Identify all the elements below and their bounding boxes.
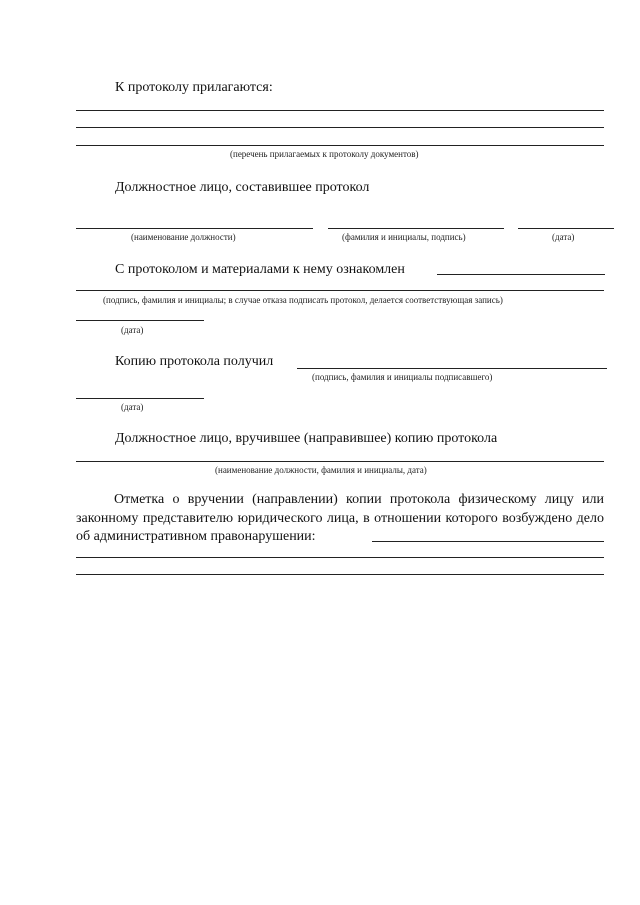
delivery-note-line-2[interactable] xyxy=(76,574,604,575)
copy-delivered-line[interactable] xyxy=(76,461,604,462)
copy-received-date-caption: (дата) xyxy=(121,402,144,412)
copy-received-date-line[interactable] xyxy=(76,398,204,399)
official-name-line[interactable] xyxy=(328,228,504,229)
copy-received-fill-line[interactable] xyxy=(297,368,607,369)
delivery-note-text: Отметка о вручении (направлении) копии протокола физическому лицу или законному представителю юридического лица, в отношении которого возбуждено дело об административном правонарушении: xyxy=(76,492,604,544)
official-date-line[interactable] xyxy=(518,228,614,229)
copy-received-text: Копию протокола получил xyxy=(115,354,274,369)
copy-delivered-heading: Должностное лицо, вручившее (направившее) копию протокола xyxy=(115,431,498,446)
delivery-note-fill-line[interactable] xyxy=(372,541,604,542)
official-position-line[interactable] xyxy=(76,228,313,229)
official-date-caption: (дата) xyxy=(552,232,575,242)
attachments-line-1[interactable] xyxy=(76,110,604,111)
attachments-line-2[interactable] xyxy=(76,127,604,128)
acquainted-fill-line[interactable] xyxy=(437,274,605,275)
acquainted-date-caption: (дата) xyxy=(121,325,144,335)
official-position-caption: (наименование должности) xyxy=(131,232,236,242)
official-heading: Должностное лицо, составившее протокол xyxy=(115,180,370,195)
copy-delivered-caption: (наименование должности, фамилия и инициалы, дата) xyxy=(215,465,427,475)
delivery-note-line-1[interactable] xyxy=(76,557,604,558)
delivery-note-paragraph xyxy=(76,491,604,547)
acquainted-caption: (подпись, фамилия и инициалы; в случае отказа подписать протокол, делается соответствующая запись) xyxy=(103,295,503,305)
official-name-caption: (фамилия и инициалы, подпись) xyxy=(342,232,466,242)
attachments-caption: (перечень прилагаемых к протоколу документов) xyxy=(230,149,419,159)
copy-received-caption: (подпись, фамилия и инициалы подписавшего) xyxy=(312,372,493,382)
attachments-heading: К протоколу прилагаются: xyxy=(115,80,273,95)
acquainted-text: С протоколом и материалами к нему ознакомлен xyxy=(115,262,405,277)
acquainted-line[interactable] xyxy=(76,290,604,291)
acquainted-date-line[interactable] xyxy=(76,320,204,321)
attachments-line-3[interactable] xyxy=(76,145,604,146)
